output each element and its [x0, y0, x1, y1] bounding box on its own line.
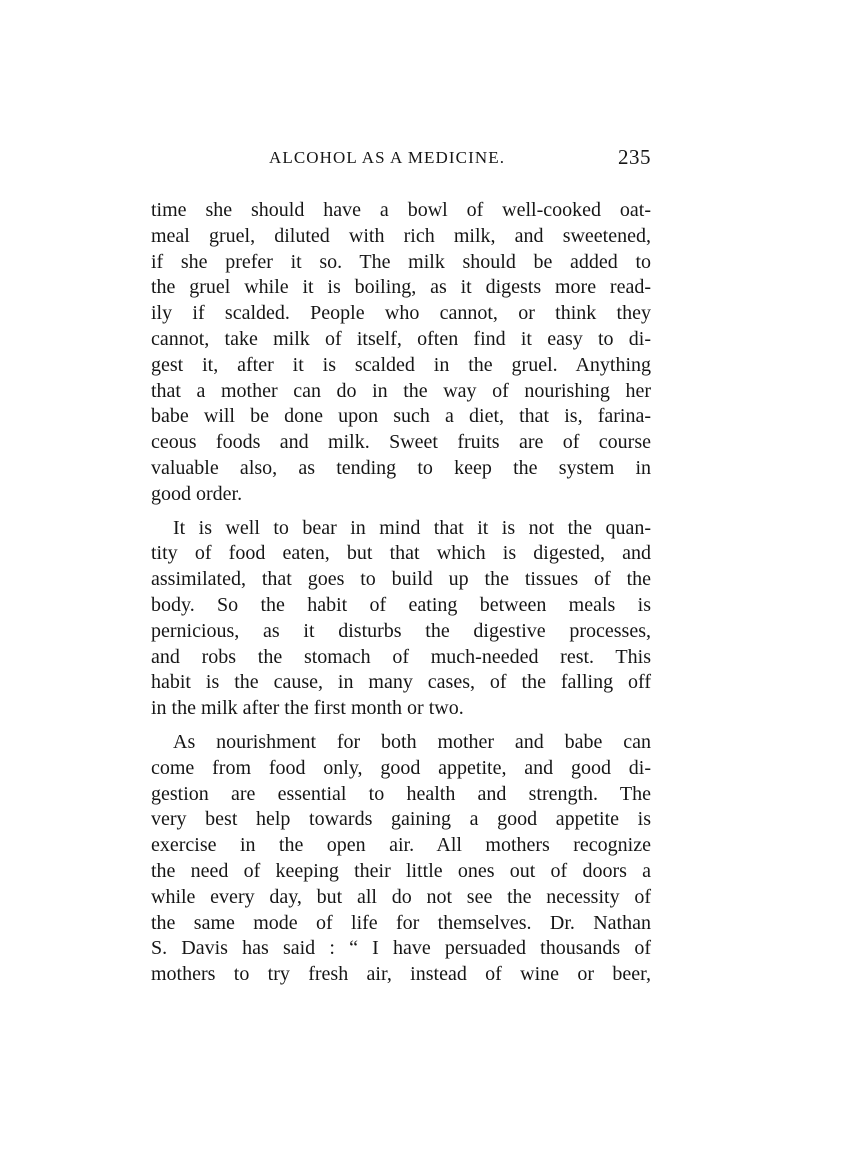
text-line: It is well to bear in mind that it is not the quan-	[173, 516, 651, 539]
paragraph-3	[151, 730, 651, 988]
text-line: if she prefer it so. The milk should be added to	[151, 250, 651, 273]
text-line: the need of keeping their little ones out of doors a	[151, 859, 651, 882]
text-line: the same mode of life for themselves. Dr. Nathan	[151, 911, 651, 934]
text-line: body. So the habit of eating between meals is	[151, 593, 651, 616]
paragraph-1	[151, 198, 651, 508]
text-line: As nourishment for both mother and babe can	[173, 730, 651, 753]
text-line: meal gruel, diluted with rich milk, and sweetened,	[151, 224, 651, 247]
text-line: ceous foods and milk. Sweet fruits are of course	[151, 431, 651, 454]
text-line: mothers to try fresh air, instead of wine or beer,	[151, 963, 651, 986]
text-line: exercise in the open air. All mothers recognize	[151, 834, 651, 857]
text-line: assimilated, that goes to build up the tissues of the	[151, 568, 651, 591]
text-line: gest it, after it is scalded in the gruel. Anything	[151, 353, 651, 376]
text-line: very best help towards gaining a good appetite is	[151, 808, 651, 831]
text-line: good order.	[151, 482, 243, 505]
body-text	[151, 198, 651, 988]
text-line: habit is the cause, in many cases, of the falling off	[151, 671, 651, 694]
page-number: 235	[618, 145, 651, 169]
text-line: in the milk after the first month or two.	[151, 697, 464, 720]
text-line: that a mother can do in the way of nourishing her	[151, 379, 651, 402]
text-line: ily if scalded. People who cannot, or think they	[151, 302, 651, 325]
running-head	[151, 145, 651, 178]
running-title: ALCOHOL AS A MEDICINE.	[269, 148, 506, 167]
text-line: gestion are essential to health and strength. The	[151, 782, 651, 805]
text-line: pernicious, as it disturbs the digestive processes,	[151, 619, 651, 642]
book-page	[151, 145, 651, 988]
text-line: S. Davis has said : “ I have persuaded thousands of	[151, 937, 651, 960]
text-line: tity of food eaten, but that which is digested, and	[151, 542, 651, 565]
text-line: babe will be done upon such a diet, that is, farina-	[151, 405, 651, 428]
text-line: cannot, take milk of itself, often find it easy to di-	[151, 327, 651, 350]
text-line: time she should have a bowl of well-cooked oat-	[151, 199, 651, 221]
text-line: come from food only, good appetite, and good di-	[151, 756, 651, 779]
text-line: and robs the stomach of much-needed rest. This	[151, 645, 651, 668]
text-line: while every day, but all do not see the necessity of	[151, 885, 651, 908]
text-line: the gruel while it is boiling, as it digests more read-	[151, 276, 651, 299]
paragraph-2	[151, 516, 651, 722]
text-line: valuable also, as tending to keep the system in	[151, 456, 651, 479]
